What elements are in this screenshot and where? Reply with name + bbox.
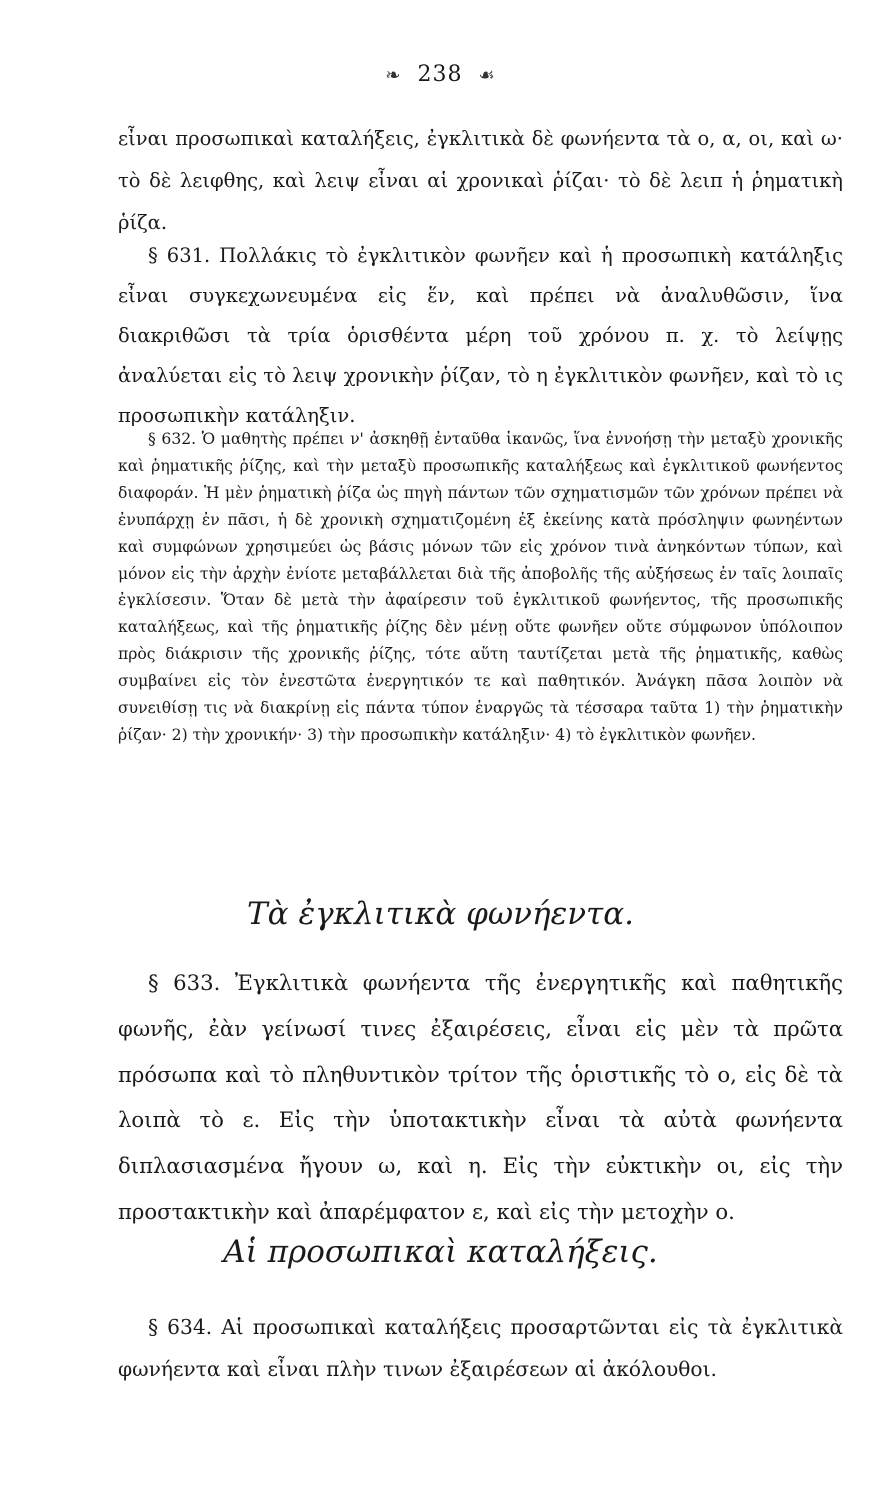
paragraph-631: § 631. Πολλάκις τὸ ἐγκλιτικὸν φωνῆεν καὶ ἡ προσωπικὴ κατάληξις εἶναι συγκεχωνευμένα εἰς ἕν, καὶ πρέπει νὰ ἀναλυθῶσιν, ἵνα διακριθῶσι τὰ τρία ὁρισθέντα μέρη τοῦ χρόνου π. χ. τὸ λείψῃς ἀναλύεται εἰς τὸ λειψ χρονικὴν ῥίζαν, τὸ η ἐγκλιτικὸν φωνῆεν, καὶ τὸ ις προσωπικὴν κατάληξιν. <box>118 244 843 427</box>
section-heading-enclitic-vowels: Τὰ ἐγκλιτικὰ φωνήεντα. <box>246 896 634 932</box>
paragraph-632: § 632. Ὁ μαθητὴς πρέπει ν' ἀσκηθῇ ἐνταῦθα ἱκανῶς, ἵνα ἐννοήσῃ τὴν μεταξὺ χρονικῆς καὶ ῥηματικῆς ῥίζης, καὶ τὴν μεταξὺ προσωπικῆς καταλήξεως καὶ ἐγκλιτικοῦ φωνήεντος διαφοράν. Ἡ μὲν ῥηματικὴ ῥίζα ὡς πηγὴ πάντων τῶν σχηματισμῶν τῶν χρόνων πρέπει νὰ ἐνυπάρχῃ ἐν πᾶσι, ἡ δὲ χρονικὴ σχηματιζομένη ἐξ ἐκείνης κατὰ πρόσληψιν φωνηέντων καὶ συμφώνων χρησιμεύει ὡς βάσις μόνων τῶν εἰς χρόνον τινὰ ἀνηκόντων τύπων, καὶ μόνον εἰς τὴν ἀρχὴν ἐνίοτε μεταβάλλεται διὰ τῆς ἀποβολῆς τῆς αὐξήσεως ἐν ταῖς λοιπαῖς ἐγκλίσεσιν. Ὅταν δὲ μετὰ τὴν ἀφαίρεσιν τοῦ ἐγκλιτικοῦ φωνήεντος, τῆς προσωπικῆς καταλήξεως, καὶ τῆς ῥηματικῆς ῥίζης δὲν μένῃ οὔτε φωνῆεν οὔτε σύμφωνον ὑπόλοιπον πρὸς διάκρισιν τῆς χρονικῆς ῥίζης, τότε αὕτη ταυτίζεται μετὰ τῆς ῥηματικῆς, καθὼς συμβαίνει εἰς τὸν ἐνεστῶτα ἐνεργητικόν τε καὶ παθητικόν. Ἀνάγκη πᾶσα λοιπὸν νὰ συνειθίσῃ τις νὰ διακρίνῃ εἰς πάντα τύπον ἐναργῶς τὰ τέσσαρα ταῦτα 1) τὴν ῥηματικὴν ῥίζαν· 2) τὴν χρονικήν· 3) τὴν προσωπικὴν κατάληξιν· 4) τὸ ἐγκλιτικὸν φωνῆεν. <box>118 430 843 744</box>
paragraph-633: § 633. Ἐγκλιτικὰ φωνήεντα τῆς ἐνεργητικῆς καὶ παθητικῆς φωνῆς, ἐὰν γείνωσί τινες ἐξαιρέσεις, εἶναι εἰς μὲν τὰ πρῶτα πρόσωπα καὶ τὸ πληθυντικὸν τρίτον τῆς ὁριστικῆς τὸ ο, εἰς δὲ τὰ λοιπὰ τὸ ε. Εἰς τὴν ὑποτακτικὴν εἶναι τὰ αὐτὰ φωνήεντα διπλασιασμένα ἤγουν ω, καὶ η. Εἰς τὴν εὐκτικὴν οι, εἰς τὴν προστακτικὴν καὶ ἀπαρέμφατον ε, καὶ εἰς τὴν μετοχὴν ο. <box>118 970 843 1224</box>
paragraph-634: § 634. Αἱ προσωπικαὶ καταλήξεις προσαρτῶνται εἰς τὰ ἐγκλιτικὰ φωνήεντα καὶ εἶναι πλὴν τινων ἐξαιρέσεων αἱ ἀκόλουθοι. <box>118 1315 843 1381</box>
page-number: 238 <box>417 62 463 87</box>
section-heading-personal-endings: Αἱ προσωπικαὶ καταλήξεις. <box>223 1234 658 1270</box>
paragraph-continuation: εἶναι προσωπικαὶ καταλήξεις, ἐγκλιτικὰ δὲ φωνήεντα τὰ ο, α, οι, καὶ ω· τὸ δὲ λειφθης, καὶ λειψ εἶναι αἱ χρονικαὶ ῥίζαι· τὸ δὲ λειπ ἡ ῥηματικὴ ῥίζα. <box>118 127 843 234</box>
ornament-left-icon: ❧ <box>385 65 402 86</box>
page-header <box>0 62 881 87</box>
ornament-right-icon: ☙ <box>478 65 496 86</box>
